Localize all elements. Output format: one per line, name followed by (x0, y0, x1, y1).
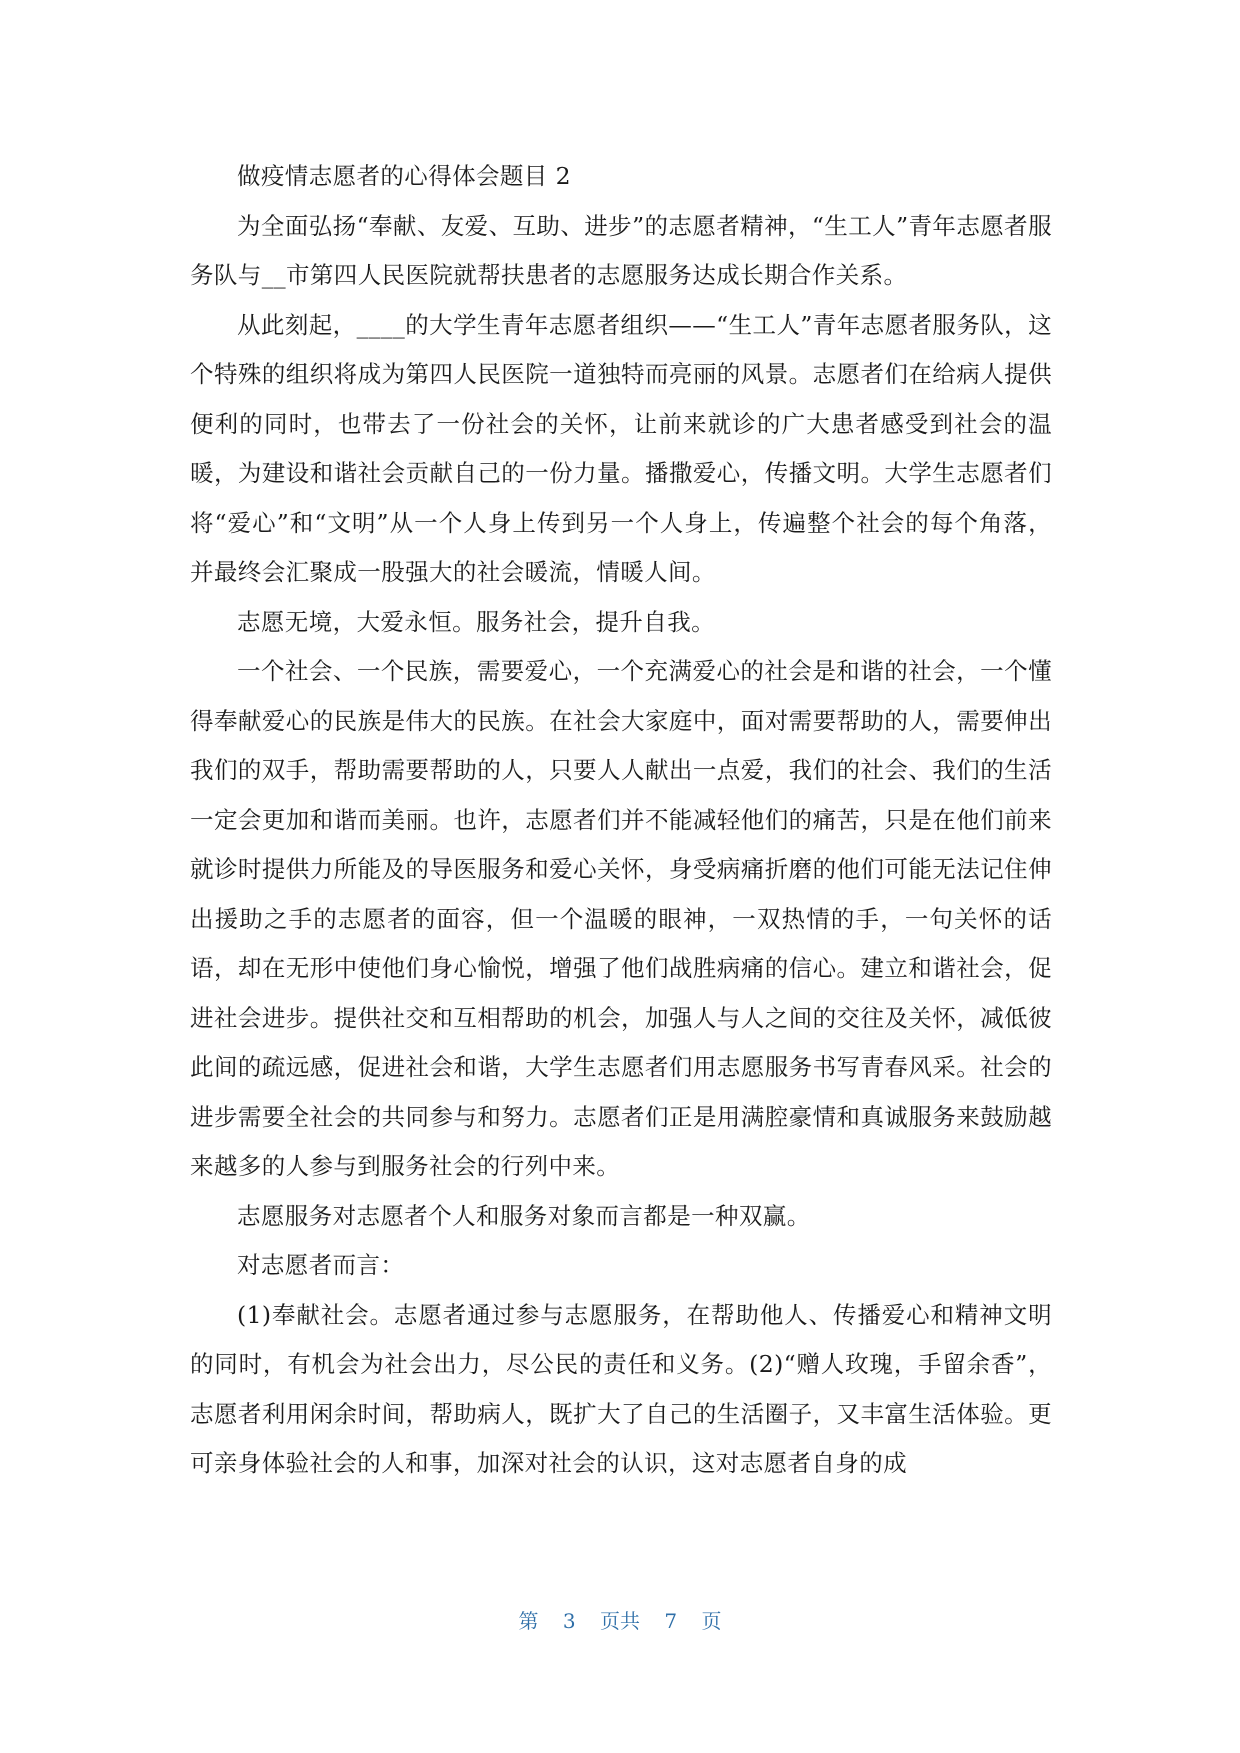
document-body (190, 152, 1052, 1489)
page-mid: 页共 (600, 1609, 640, 1633)
paragraph-win-win: 志愿服务对志愿者个人和服务对象而言都是一种双赢。 (237, 1201, 811, 1230)
paragraph-intro: 为全面弘扬“奉献、友爱、互助、进步”的志愿者精神，“生工人”青年志愿者服务队与__市第四人民医院就帮扶患者的志愿服务达成长期合作关系。 (190, 211, 1052, 289)
paragraph-organization: 从此刻起，____的大学生青年志愿者组织——“生工人”青年志愿者服务队，这个特殊的组织将成为第四人民医院一道独特而亮丽的风景。志愿者们在给病人提供便利的同时，也带去了一份社会的关怀，让前来就诊的广大患者感受到社会的温暖，为建设和谐社会贡献自己的一份力量。播撒爱心，传播文明。大学生志愿者们将“爱心”和“文明”从一个人身上传到另一个人身上，传遍整个社会的每个角落，并最终会汇聚成一股强大的社会暖流，情暖人间。 (190, 310, 1052, 586)
paragraph-for-volunteers: 对志愿者而言： (237, 1251, 405, 1279)
page-prefix: 第 (518, 1609, 539, 1633)
paragraph-society: 一个社会、一个民族，需要爱心，一个充满爱心的社会是和谐的社会，一个懂得奉献爱心的民族是伟大的民族。在社会大家庭中，面对需要帮助的人，需要伸出我们的双手，帮助需要帮助的人，只要人人献出一点爱，我们的社会、我们的生活一定会更加和谐而美丽。也许，志愿者们并不能减轻他们的痛苦，只是在他们前来就诊时提供力所能及的导医服务和爱心关怀，身受病痛折磨的他们可能无法记住伸出援助之手的志愿者的面容，但一个温暖的眼神，一双热情的手，一句关怀的话语，却在无形中使他们身心愉悦，增强了他们战胜病痛的信心。建立和谐社会，促进社会进步。提供社交和互相帮助的机会，加强人与人之间的交往及关怀，减低彼此间的疏远感，促进社会和谐，大学生志愿者们用志愿服务书写青春风采。社会的进步需要全社会的共同参与和努力。志愿者们正是用满腔豪情和真诚服务来鼓励越来越多的人参与到服务社会的行列中来。 (190, 657, 1052, 1180)
page-footer (0, 1605, 1240, 1634)
document-heading: 做疫情志愿者的心得体会题目 2 (237, 162, 571, 190)
current-page-number: 3 (562, 1609, 576, 1633)
paragraph-points: (1)奉献社会。志愿者通过参与志愿服务，在帮助他人、传播爱心和精神文明的同时，有机会为社会出力，尽公民的责任和义务。(2)“赠人玫瑰，手留余香”，志愿者利用闲余时间，帮助病人，既扩大了自己的生活圈子，又丰富生活体验。更可亲身体验社会的人和事，加深对社会的认识，这对志愿者自身的成 (190, 1300, 1052, 1477)
total-pages-number: 7 (664, 1609, 678, 1633)
page-suffix: 页 (701, 1609, 722, 1633)
paragraph-motto: 志愿无境，大爱永恒。服务社会，提升自我。 (237, 607, 715, 636)
